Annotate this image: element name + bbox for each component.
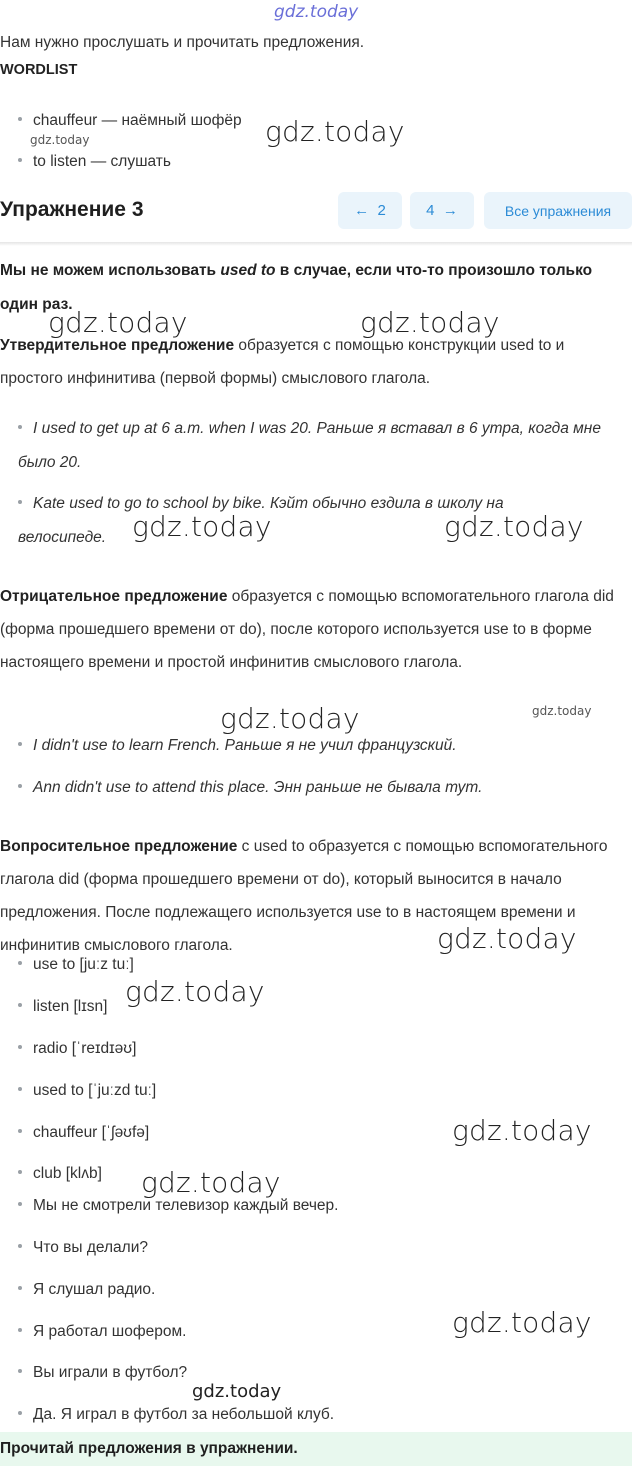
watermark: gdz.today (48, 306, 188, 339)
bullet-icon (18, 1369, 22, 1373)
watermark: gdz.today (132, 510, 272, 543)
list-item (18, 412, 618, 480)
bullet-icon (18, 742, 22, 746)
watermark: gdz.today (532, 704, 592, 718)
list-item (18, 112, 242, 130)
list-item (18, 1165, 102, 1183)
bullet-icon (18, 158, 22, 162)
transcription-item: radio [ˈreɪdɪəʊ] (33, 1040, 137, 1057)
watermark: gdz.today (220, 702, 360, 735)
bullet-icon (18, 500, 22, 504)
list-item (18, 779, 482, 797)
bullet-icon (18, 425, 22, 429)
bullet-icon (18, 1045, 22, 1049)
bullet-icon (18, 1328, 22, 1332)
list-item (18, 153, 171, 171)
affirmative-paragraph (0, 329, 628, 395)
watermark: gdz.today (265, 115, 405, 148)
transcription-item: used to [ˈjuːzd tuː] (33, 1082, 157, 1099)
transcription-item: listen [lɪsn] (33, 998, 108, 1015)
question-text: с used to образуется с помощью вспомогательного глагола did (форма прошедшего времени от do), который выносится в начало предложения. После подлежащего используется use to в настоящем времени и инфинитив смыслового глагола. (0, 838, 608, 954)
negative-paragraph (0, 580, 628, 679)
exercise-title: Упражнение 3 (0, 198, 144, 221)
watermark: gdz.today (141, 1166, 281, 1199)
list-item (18, 1124, 149, 1142)
watermark: gdz.today (452, 1306, 592, 1339)
header-divider (0, 242, 632, 246)
sentence-item: Я работал шофером. (33, 1323, 187, 1340)
negative-text: образуется с помощью вспомогательного глагола did (форма прошедшего времени от do), после которого используется use to в форме настоящего времени и простой инфинитив смыслового глагола. (0, 588, 614, 671)
example-sentence: I didn't use to learn French. Раньше я не учил французский. (33, 737, 457, 754)
watermark: gdz.today (192, 1381, 282, 1402)
list-item (18, 956, 134, 974)
bullet-icon (18, 1411, 22, 1415)
wordlist-item: to listen — слушать (33, 153, 171, 170)
list-item (18, 1197, 338, 1215)
bullet-icon (18, 1202, 22, 1206)
list-item (18, 998, 107, 1016)
list-item (18, 1040, 136, 1058)
sentence-item: Что вы делали? (33, 1239, 149, 1256)
arrow-right-icon: → (442, 202, 458, 219)
affirmative-text: образуется с помощью конструкции used to и простого инфинитива (первой формы) смыслового глагола. (0, 337, 565, 387)
wordlist-heading: WORDLIST (0, 62, 78, 78)
intro-text: Нам нужно прослушать и прочитать предложения. (0, 34, 365, 51)
list-item (18, 737, 457, 755)
watermark: gdz.today (437, 922, 577, 955)
sentence-item: Да. Я играл в футбол за небольшой клуб. (33, 1406, 335, 1423)
arrow-left-icon: ← (354, 202, 370, 219)
list-item (18, 1082, 156, 1100)
example-sentence: I used to get up at 6 a.m. when I was 20. Раньше я вставал в 6 утра, когда мне было 20. (18, 420, 601, 471)
question-heading: Вопросительное предложение (0, 838, 238, 855)
watermark: gdz.today (360, 306, 500, 339)
list-item (18, 1364, 187, 1382)
list-item (18, 1239, 148, 1257)
rule-term: used to (220, 262, 276, 279)
prev-exercise-button[interactable] (338, 192, 402, 229)
bullet-icon (18, 1003, 22, 1007)
watermark: gdz.today (452, 1114, 592, 1147)
bullet-icon (18, 1170, 22, 1174)
rule-text: Мы не можем использовать (0, 262, 221, 279)
list-item (18, 1281, 155, 1299)
watermark: gdz.today (274, 2, 359, 22)
transcription-item: chauffeur [ˈʃəʊfə] (33, 1124, 150, 1141)
example-sentence: Kate used to go to school by bike. Кэйт обычно ездила в школу на велосипеде. (18, 495, 504, 546)
bullet-icon (18, 117, 22, 121)
all-exercises-button[interactable]: Все упражнения (484, 192, 632, 229)
next-exercise-label: 4 (426, 202, 435, 219)
transcription-item: use to [juːz tuː] (33, 956, 134, 973)
list-item (18, 1323, 186, 1341)
bullet-icon (18, 1129, 22, 1133)
bullet-icon (18, 961, 22, 965)
sentence-item: Я слушал радио. (33, 1281, 156, 1298)
sentence-item: Вы играли в футбол? (33, 1364, 188, 1381)
wordlist-item: chauffeur — наёмный шофёр (33, 112, 242, 129)
example-sentence: Ann didn't use to attend this place. Энн раньше не бывала тут. (33, 779, 483, 796)
watermark: gdz.today (125, 975, 265, 1008)
bullet-icon (18, 1286, 22, 1290)
bullet-icon (18, 1244, 22, 1248)
negative-heading: Отрицательное предложение (0, 588, 228, 605)
list-item (18, 1406, 334, 1424)
transcription-item: club [klʌb] (33, 1165, 102, 1182)
bullet-icon (18, 1087, 22, 1091)
watermark: gdz.today (444, 510, 584, 543)
task-instruction: Прочитай предложения в упражнении. (0, 1432, 632, 1466)
sentence-item: Мы не смотрели телевизор каждый вечер. (33, 1197, 339, 1214)
next-exercise-button[interactable] (410, 192, 474, 229)
bullet-icon (18, 784, 22, 788)
rule-text: в случае, если что-то произошло только один раз. (0, 262, 593, 313)
prev-exercise-label: 2 (377, 202, 386, 219)
affirmative-heading: Утвердительное предложение (0, 337, 235, 354)
watermark: gdz.today (30, 133, 90, 147)
